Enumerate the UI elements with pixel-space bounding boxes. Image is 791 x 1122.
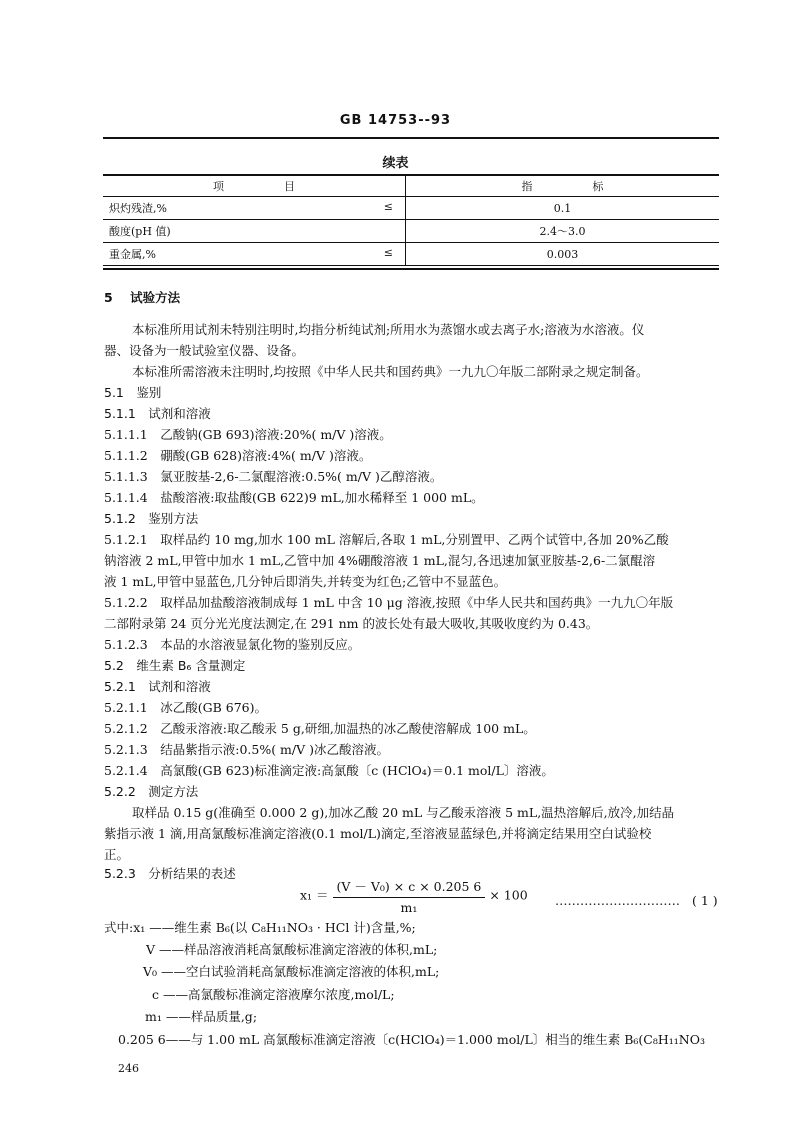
paragraph-3-line-3: 正。 (104, 847, 130, 862)
formula-1 (300, 877, 528, 915)
table-cell-value: 2.4～3.0 (406, 220, 720, 243)
clause-5-2-1-3: 5.2.1.3 结晶紫指示液:0.5%( m/V )冰乙酸溶液。 (104, 742, 389, 757)
table-top-rule (103, 174, 719, 176)
table-row (103, 220, 719, 243)
clause-5-2-1-4: 5.2.1.4 高氯酸(GB 623)标准滴定液:高氯酸〔c (HClO₄)＝0.1 mol/L〕溶液。 (104, 763, 554, 778)
table-header-index-char-2: 标 (592, 180, 604, 193)
section-5-heading (104, 288, 180, 306)
table-bottom-rule (103, 268, 719, 270)
table-row (103, 243, 719, 266)
formula-rhs: × 100 (489, 887, 528, 903)
paragraph-1-line-1: 本标准所用试剂未特别注明时,均指分析纯试剂;所用水为蒸馏水或去离子水;溶液为水溶液。仪 (132, 322, 645, 337)
definition-v0: V₀ ——空白试验消耗高氯酸标准滴定溶液的体积,mL; (143, 964, 440, 979)
header-rule (103, 137, 719, 139)
clause-5-1-2-1-line-3: 液 1 mL,甲管中显蓝色,几分钟后即消失,并转变为红色;乙管中不显蓝色。 (104, 574, 507, 589)
heading-5-2-3: 5.2.3 分析结果的表述 (104, 866, 236, 881)
formula-leader: ………………………… (555, 893, 680, 908)
table-caption: 续表 (382, 156, 409, 171)
clause-5-1-2-3: 5.1.2.3 本品的水溶液显氯化物的鉴别反应。 (104, 637, 361, 652)
paragraph-3-line-1: 取样品 0.15 g(准确至 0.000 2 g),加冰乙酸 20 mL 与乙酸汞溶液 5 mL,温热溶解后,放冷,加结晶 (132, 805, 675, 820)
formula-fraction (333, 877, 486, 915)
row-operator: ≤ (383, 200, 393, 213)
heading-5-1: 5.1 鉴别 (104, 385, 162, 400)
clause-5-1-2-2-line-2: 二部附录第 24 页分光光度法测定,在 291 nm 的波长处有最大吸收,其吸收度约为 0.43。 (104, 616, 599, 631)
table-cell-value: 0.003 (406, 243, 720, 266)
indicator-table (103, 176, 719, 266)
heading-5-2-1: 5.2.1 试剂和溶液 (104, 679, 211, 694)
table-header-index (406, 176, 720, 197)
standard-code-header: GB 14753--93 (339, 113, 452, 128)
formula-lhs: x₁ ＝ (300, 887, 329, 903)
definition-constant: 0.205 6——与 1.00 mL 高氯酸标准滴定溶液〔c(HClO₄)＝1.000 mol/L〕相当的维生素 B₆(C₈H₁₁NO₃ (118, 1032, 705, 1047)
formula-numerator: (V － V₀) × c × 0.205 6 (333, 877, 486, 898)
row-item-label: 炽灼残渣,% (109, 202, 167, 215)
table-header-item-char-1: 项 (213, 180, 224, 193)
paragraph-3-line-2: 紫指示液 1 滴,用高氯酸标准滴定溶液(0.1 mol/L)滴定,至溶液显蓝绿色,并将滴定结果用空白试验校 (104, 826, 652, 841)
heading-5-2-2: 5.2.2 测定方法 (104, 784, 199, 799)
formula-number: ( 1 ) (692, 893, 718, 908)
table-header-item (103, 176, 406, 197)
table-header-item-char-2: 目 (284, 180, 295, 193)
clause-5-1-1-4: 5.1.1.4 盐酸溶液:取盐酸(GB 622)9 mL,加水稀释至 1 000 mL。 (104, 490, 484, 505)
page-number: 246 (118, 1062, 139, 1075)
definition-c: c ——高氯酸标准滴定溶液摩尔浓度,mol/L; (152, 987, 395, 1002)
table-header-row (103, 176, 719, 197)
row-item-label: 重金属,% (109, 248, 156, 261)
formula-denominator: m₁ (400, 900, 418, 915)
clause-5-2-1-1: 5.2.1.1 冰乙酸(GB 676)。 (104, 700, 267, 715)
section-5-number: 5 (104, 290, 113, 305)
clause-5-1-2-1-line-2: 钠溶液 2 mL,甲管中加水 1 mL,乙管中加 4%硼酸溶液 1 mL,混匀,各迅速加氯亚胺基-2,6-二氯醌溶 (104, 553, 656, 568)
heading-5-1-2: 5.1.2 鉴别方法 (104, 511, 199, 526)
table-cell-item (103, 197, 406, 220)
clause-5-1-1-2: 5.1.1.2 硼酸(GB 628)溶液:4%( m/V )溶液。 (104, 448, 372, 463)
row-operator: ≤ (383, 246, 393, 259)
definition-x1: 式中:x₁ ——维生素 B₆(以 C₈H₁₁NO₃ · HCl 计)含量,%; (104, 920, 416, 935)
table-row (103, 197, 719, 220)
paragraph-2: 本标准所需溶液未注明时,均按照《中华人民共和国药典》一九九〇年版二部附录之规定制备。 (132, 364, 649, 379)
clause-5-1-1-3: 5.1.1.3 氯亚胺基-2,6-二氯醌溶液:0.5%( m/V )乙醇溶液。 (104, 469, 443, 484)
clause-5-2-1-2: 5.2.1.2 乙酸汞溶液:取乙酸汞 5 g,研细,加温热的冰乙酸使溶解成 100 mL。 (104, 721, 536, 736)
table-cell-value: 0.1 (406, 197, 720, 220)
section-5-title: 试验方法 (130, 290, 181, 305)
clause-5-1-2-1-line-1: 5.1.2.1 取样品约 10 mg,加水 100 mL 溶解后,各取 1 mL,分别置甲、乙两个试管中,各加 20%乙酸 (104, 532, 669, 547)
heading-5-1-1: 5.1.1 试剂和溶液 (104, 406, 211, 421)
table-header-index-char-1: 指 (521, 180, 533, 193)
paragraph-1-line-2: 器、设备为一般试验室仪器、设备。 (104, 343, 305, 358)
table-cell-item (103, 220, 406, 243)
table-cell-item (103, 243, 406, 266)
row-item-label: 酸度(pH 值) (109, 225, 171, 238)
definition-v: V ——样品溶液消耗高氯酸标准滴定溶液的体积,mL; (146, 942, 438, 957)
definition-m1: m₁ ——样品质量,g; (145, 1009, 258, 1024)
clause-5-1-1-1: 5.1.1.1 乙酸钠(GB 693)溶液:20%( m/V )溶液。 (104, 427, 392, 442)
clause-5-1-2-2-line-1: 5.1.2.2 取样品加盐酸溶液制成每 1 mL 中含 10 μg 溶液,按照《中华人民共和国药典》一九九〇年版 (104, 595, 674, 610)
heading-5-2: 5.2 维生素 B₆ 含量测定 (104, 658, 246, 673)
